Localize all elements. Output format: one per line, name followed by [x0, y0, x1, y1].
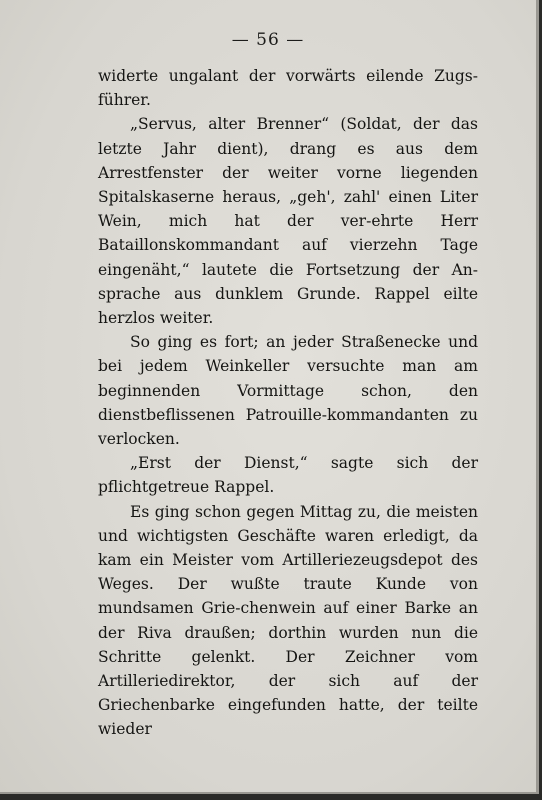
page-number: — 56 —	[231, 30, 305, 50]
paragraph: „Servus, alter Brenner“ (Soldat, der das letzte Jahr dient), drang es aus dem Arrestfenster der weiter vorne liegenden Spitalskaserne heraus, „geh', zahl' einen Liter Wein, mich hat der ver-ehrte Herr Bataillonskommandant auf vierzehn Tage eingenäht,“ lautete die Fortsetzung der An-sprache aus dunklem Grunde. Rappel eilte herzlos weiter.	[98, 115, 478, 328]
body-text	[98, 64, 478, 742]
paragraph: widerte ungalant der vorwärts eilende Zugs-führer.	[98, 67, 478, 110]
paragraph: Es ging schon gegen Mittag zu, die meisten und wichtigsten Geschäfte waren erledigt, da kam ein Meister vom Artilleriezeugsdepot des Weges. Der wußte traute Kunde von mundsamen Grie-chenwein auf einer Barke an der Riva draußen; dorthin wurden nun die Schritte gelenkt. Der Zeichner vom Artilleriedirektor, der sich auf der Griechenbarke eingefunden hatte, der teilte wieder	[98, 502, 478, 739]
paragraph: „Erst der Dienst,“ sagte sich der pflichtgetreue Rappel.	[98, 454, 478, 497]
paragraph: So ging es fort; an jeder Straßenecke und bei jedem Weinkeller versuchte man am beginnenden Vormittage schon, den dienstbeflissenen Patrouille-kommandanten zu verlocken.	[98, 333, 478, 449]
